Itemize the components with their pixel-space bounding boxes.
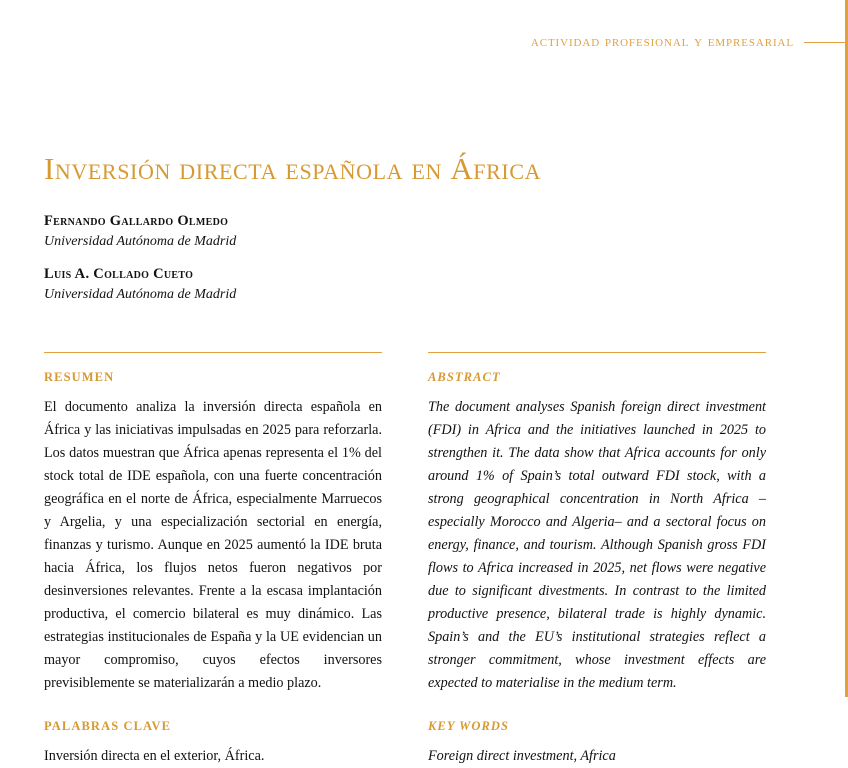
author-entry — [44, 265, 544, 304]
author-affiliation: Universidad Autónoma de Madrid — [44, 233, 237, 249]
author-entry — [44, 212, 544, 251]
palabras-clave-text: Inversión directa en el exterior, África. — [44, 748, 265, 764]
abstract-column-spanish — [44, 352, 382, 768]
abstract-text: The document analyses Spanish foreign direct investment (FDI) in Africa and the initiatives launched in 2025 to strengthen it. The data show that Africa accounts for only around 1% of Spain’s total outward FDI stock, with a strong geographical concentration in North Africa –especially Morocco and Algeria– and a sectoral focus on energy, finance, and tourism. Although Spanish gross FDI flows to Africa increased in 2025, net flows were negative due to significant divestments. In contrast to the limited productive presence, bilateral trade is highly dynamic. Spain’s and the EU’s institutional strategies reflect a stronger commitment, whose investment effects are expected to materialise in the medium term. — [428, 399, 766, 691]
author-list — [44, 212, 544, 318]
author-affiliation: Universidad Autónoma de Madrid — [44, 286, 237, 302]
key-words-block — [428, 719, 766, 768]
author-name: Luis A. Collado Cueto — [44, 266, 194, 283]
column-rule — [44, 352, 382, 353]
running-head — [0, 30, 848, 54]
key-words-heading: KEY WORDS — [428, 719, 510, 733]
column-rule — [428, 352, 766, 353]
resumen-text: El documento analiza la inversión directa española en África y las iniciativas impulsadas en 2025 para reforzarla. Los datos muestran que África apenas representa el 1% del stock total de IDE española, con una fuerte concentración geográfica en el norte de África, especialmente Marruecos y Argelia, y una especialización sectorial en energía, finanzas y turismo. Aunque en 2025 aumentó la IDE bruta hacia África, los flujos netos fueron negativos por desinversiones relevantes. Frente a la escasa implantación productiva, el comercio bilateral es muy dinámico. Las estrategias institucionales de España y la UE evidencian un mayor compromiso, cuyos efectos inversores previsiblemente se materializarán a medio plazo. — [44, 399, 382, 691]
palabras-clave-heading: PALABRAS CLAVE — [44, 719, 172, 733]
palabras-clave-block — [44, 719, 382, 768]
running-head-label: actividad profesional y empresarial — [530, 33, 794, 50]
abstract-columns — [44, 352, 766, 768]
key-words-text: Foreign direct investment, Africa — [428, 748, 616, 764]
running-head-rule — [804, 42, 848, 43]
author-name: Fernando Gallardo Olmedo — [44, 213, 229, 229]
abstract-column-english — [428, 352, 766, 768]
abstract-heading: ABSTRACT — [428, 370, 501, 384]
resumen-heading: RESUMEN — [44, 370, 115, 384]
page-title: Inversión directa española en África — [44, 151, 542, 186]
